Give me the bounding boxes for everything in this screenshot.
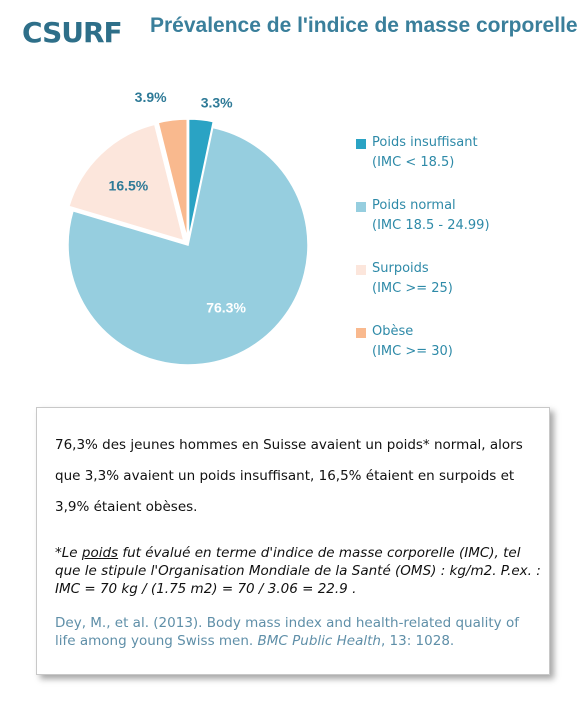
pie-label-poids-insuffisant: 3.3% <box>200 94 233 111</box>
legend-item-poids-normal <box>356 196 576 259</box>
legend-range: (IMC < 18.5) <box>372 155 455 170</box>
reference-citation <box>55 614 541 650</box>
footnote-underlined: poids <box>81 545 119 561</box>
page-title: Prévalence de l'indice de masse corporelle <box>150 14 578 37</box>
legend-item-obese <box>356 322 576 385</box>
summary-text: 76,3% des jeunes hommes en Suisse avaient un poids* normal, alors que 3,3% avaient un poids insuffisant, 16,5% étaient en surpoids et 3,9% étaient obèses. <box>55 437 523 515</box>
legend-range: (IMC 18.5 - 24.99) <box>372 218 490 233</box>
note-box <box>36 407 550 675</box>
legend-swatch <box>356 265 366 275</box>
legend-swatch <box>356 139 366 149</box>
legend-item-poids-insuffisant <box>356 133 576 196</box>
legend-label: Poids normal <box>372 198 456 213</box>
reference-text: Dey, M., et al. (2013). Body mass index and health-related quality of life among young Swiss men. <box>55 615 519 649</box>
legend-swatch <box>356 328 366 338</box>
legend-range: (IMC >= 30) <box>372 344 453 359</box>
pie-label-surpoids: 16.5% <box>108 177 149 194</box>
footnote-rest: fut évalué en terme d'indice de masse corporelle (IMC), tel que le stipule l'Organisation Mondiale de la Santé (OMS) : kg/m2. P.ex. : IMC = 70 kg / (1.75 m2) = 70 / 3.06 = 22.9 . <box>55 545 541 597</box>
legend-label: Surpoids <box>372 261 429 276</box>
chart-legend <box>356 133 576 385</box>
legend-range: (IMC >= 25) <box>372 281 453 296</box>
pie-label-obese: 3.9% <box>134 88 167 105</box>
legend-label: Obèse <box>372 324 414 339</box>
csurf-logo: CSURF <box>22 16 122 49</box>
footnote-prefix: *Le <box>55 545 82 561</box>
legend-label: Poids insuffisant <box>372 135 478 150</box>
pie-label-poids-normal: 76.3% <box>206 299 246 316</box>
legend-item-surpoids <box>356 259 576 322</box>
reference-end: , 13: 1028. <box>380 633 455 649</box>
footnote <box>55 544 541 598</box>
legend-swatch <box>356 202 366 212</box>
reference-journal: BMC Public Health <box>257 633 381 649</box>
